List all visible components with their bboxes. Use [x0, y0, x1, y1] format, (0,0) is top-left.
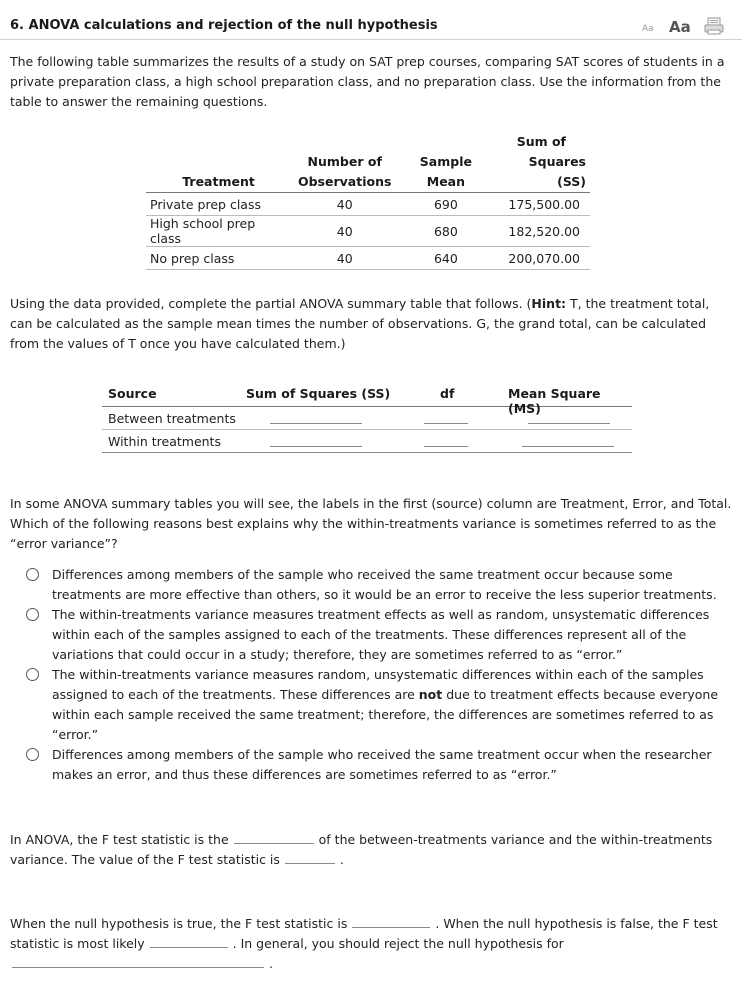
ms-between-input[interactable] — [528, 409, 610, 424]
df-within-input[interactable] — [424, 432, 468, 447]
reject-null-dropdown[interactable] — [12, 955, 264, 968]
treatment-cell: No prep class — [146, 247, 291, 270]
option-3-text — [52, 665, 728, 745]
hint-label: Hint: — [531, 296, 567, 311]
f-text-3: . — [339, 852, 344, 867]
anova-instructions — [10, 294, 732, 354]
anova-instructions-hint: T, the treatment total, can be calculated as the sample mean times the number of observations. G, the grand total, can be calculated from the values of T once you have calculated them.) — [10, 296, 710, 351]
col-observations-line2: Observations — [297, 174, 392, 189]
ss-cell: 175,500.00 — [493, 193, 590, 216]
ms-within-input[interactable] — [522, 432, 614, 447]
observations-cell: 40 — [291, 216, 398, 247]
option-1-text: Differences among members of the sample who received the same treatment occur because some treatments are more effective than others, so it would be an error to receive the less superior treatments. — [52, 567, 717, 602]
df-between-input[interactable] — [424, 409, 468, 424]
study-summary-table — [146, 132, 590, 270]
anova-col-ms: Mean Square (MS) — [508, 386, 601, 416]
option-3-text-b: due to treatment effects because everyone within each sample received the same treatment; therefore, the differences are sometimes referred to as “error.” — [52, 687, 719, 742]
print-icon[interactable] — [704, 17, 724, 35]
col-treatment: Treatment — [146, 132, 291, 193]
treatment-cell: Private prep class — [146, 193, 291, 216]
f-statistic-question — [10, 830, 732, 870]
radio-button[interactable] — [26, 608, 39, 621]
anova-col-source: Source — [108, 386, 157, 401]
question-title: 6. ANOVA calculations and rejection of the null hypothesis — [10, 18, 438, 33]
f-ratio-dropdown[interactable] — [234, 831, 314, 844]
table-row — [146, 247, 590, 270]
radio-button[interactable] — [26, 748, 39, 761]
radio-button[interactable] — [26, 568, 39, 581]
null-hypothesis-question — [10, 914, 732, 974]
treatment-cell: High school prep class — [146, 216, 291, 247]
sample-mean-cell: 680 — [398, 216, 493, 247]
sample-mean-cell: 690 — [398, 193, 493, 216]
error-variance-question: In some ANOVA summary tables you will see, the labels in the first (source) column are Treatment, Error, and Total. Which of the following reasons best explains why the within-treatments variance is sometimes referred to as the “error variance”? — [10, 496, 732, 551]
observations-cell: 40 — [291, 193, 398, 216]
f-text-1: In ANOVA, the F test statistic is the — [10, 832, 229, 847]
nh-text-1: When the null hypothesis is true, the F test statistic is — [10, 916, 348, 931]
f-when-true-dropdown[interactable] — [352, 915, 430, 928]
anova-col-df: df — [440, 386, 455, 401]
anova-source-label: Between treatments — [108, 411, 236, 426]
ss-cell: 200,070.00 — [493, 247, 590, 270]
col-ss-line1: Sum of — [516, 134, 566, 149]
table-row — [146, 193, 590, 216]
nh-text-3: . In general, you should reject the null hypothesis for — [232, 936, 564, 951]
col-sample-mean: Sample Mean — [398, 132, 493, 193]
ss-cell: 182,520.00 — [493, 216, 590, 247]
col-observations-line1: Number of — [307, 154, 382, 169]
f-text-2: of the between-treatments variance and the within-treatments variance. The value of the F test statistic is — [10, 832, 713, 867]
anova-header-row — [102, 382, 632, 416]
increase-font-button[interactable]: Aa — [669, 18, 691, 36]
anova-instructions-text: Using the data provided, complete the partial ANOVA summary table that follows. ( — [10, 296, 532, 311]
observations-cell: 40 — [291, 247, 398, 270]
anova-row-between — [102, 407, 632, 430]
option-2-text: The within-treatments variance measures treatment effects as well as random, unsystematic differences within each of the samples assigned to each of the treatments. These differences represent all of the variations that could occur in a study; therefore, they are sometimes referred to as “error.” — [52, 607, 710, 662]
intro-paragraph: The following table summarizes the results of a study on SAT prep courses, comparing SAT scores of students in a private preparation class, a high school preparation class, and no preparation class. Use the information from the table to answer the remaining questions. — [10, 54, 725, 109]
ss-between-input[interactable] — [270, 409, 362, 424]
col-sum-of-squares — [493, 132, 590, 193]
radio-button[interactable] — [26, 668, 39, 681]
anova-col-ss: Sum of Squares (SS) — [246, 386, 391, 401]
nh-text-2: . When the null hypothesis is false, the F test statistic is most likely — [10, 916, 718, 951]
ss-within-input[interactable] — [270, 432, 362, 447]
option-4-text: Differences among members of the sample who received the same treatment occur when the researcher makes an error, and thus these differences are sometimes referred to as “error.” — [52, 747, 712, 782]
anova-source-label: Within treatments — [108, 434, 221, 449]
anova-row-within — [102, 430, 632, 453]
option-3-bold: not — [418, 687, 443, 702]
nh-text-4: . — [269, 956, 273, 971]
col-observations — [291, 132, 398, 193]
sample-mean-cell: 640 — [398, 247, 493, 270]
option-3-text-a: The within-treatments variance measures random, unsystematic differences within each of the samples assigned to each of the treatments. These differences are — [52, 667, 704, 702]
col-ss-line2: Squares (SS) — [528, 154, 586, 189]
decrease-font-button[interactable]: Aa — [642, 24, 654, 34]
f-value-input[interactable] — [285, 851, 335, 864]
anova-summary-table — [102, 382, 632, 453]
f-when-false-dropdown[interactable] — [150, 935, 228, 948]
header-divider — [0, 39, 742, 40]
table-row — [146, 216, 590, 247]
